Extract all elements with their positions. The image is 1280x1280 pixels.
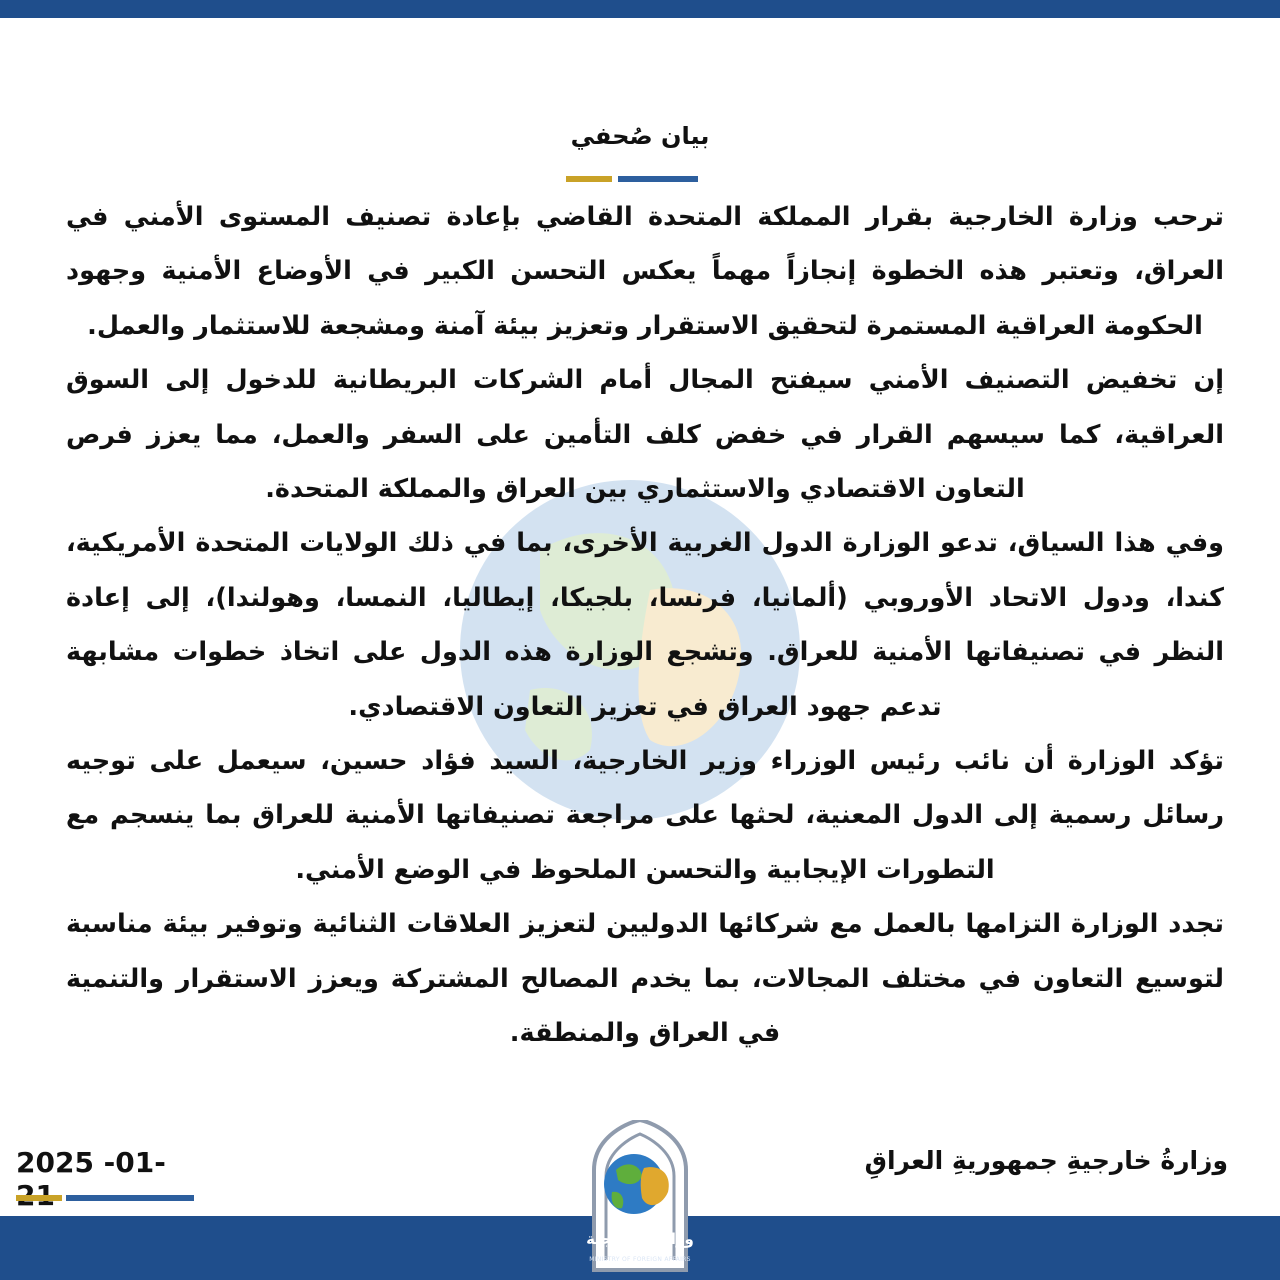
paragraph: تجدد الوزارة التزامها بالعمل مع شركائها الدوليين لتعزيز العلاقات الثنائية وتوفير بيئة مناسبة لتوسيع التعاون في مختلف المجالات، بما يخدم المصالح المشتركة ويعزز الاستقرار والتنمية في العراق والمنطقة. (66, 909, 1224, 1049)
paragraph: تؤكد الوزارة أن نائب رئيس الوزراء وزير الخارجية، السيد فؤاد حسين، سيعمل على توجيه رسائل رسمية إلى الدول المعنية، لحثها على مراجعة تصنيفاتها الأمنية للعراق بما ينسجم مع التطورات الإيجابية والتحسن الملحوظ في الوضع الأمني. (66, 746, 1224, 885)
date-underline-blue (66, 1195, 194, 1201)
title-underline-blue (618, 176, 698, 182)
statement-body (66, 190, 1224, 1190)
ministry-signature: وزارةُ خارجيةِ جمهوريةِ العراقِ (864, 1146, 1228, 1175)
paragraph: ترحب وزارة الخارجية بقرار المملكة المتحدة القاضي بإعادة تصنيف المستوى الأمني في العراق، وتعتبر هذه الخطوة إنجازاً مهماً يعكس التحسن الكبير في الأوضاع الأمنية وجهود الحكومة العراقية المستمرة لتحقيق الاستقرار وتعزيز بيئة آمنة ومشجعة للاستثمار والعمل. (66, 202, 1224, 341)
statement-date: 2025 -01- (16, 1146, 166, 1179)
paragraph: إن تخفيض التصنيف الأمني سيفتح المجال أمام الشركات البريطانية للدخول إلى السوق العراقية، كما سيسهم القرار في خفض كلف التأمين على السفر والعمل، مما يعزز فرص التعاون الاقتصادي والاستثماري بين العراق والمملكة المتحدة. (66, 365, 1224, 505)
page-title: بيان صُحفي (570, 122, 710, 150)
top-brand-bar (0, 0, 1280, 18)
logo-sublabel: MINISTRY OF FOREIGN AFFAIRS (589, 1256, 691, 1263)
title-underline-gold (566, 176, 612, 182)
date-underline-gold (16, 1195, 62, 1201)
paragraph: وفي هذا السياق، تدعو الوزارة الدول الغربية الأخرى، بما في ذلك الولايات المتحدة الأمريكية، كندا، ودول الاتحاد الأوروبي (ألمانيا، فرنسا، بلجيكا، إيطاليا، النمسا، وهولندا)، إلى إعادة النظر في تصنيفاتها الأمنية للعراق. وتشجع الوزارة هذه الدول على اتخاذ خطوات مشابهة تدعم جهود العراق في تعزيز التعاون الاقتصادي. (66, 528, 1224, 722)
ministry-logo-icon (582, 1120, 698, 1278)
logo-label: وزارة الخارجية (586, 1230, 694, 1248)
